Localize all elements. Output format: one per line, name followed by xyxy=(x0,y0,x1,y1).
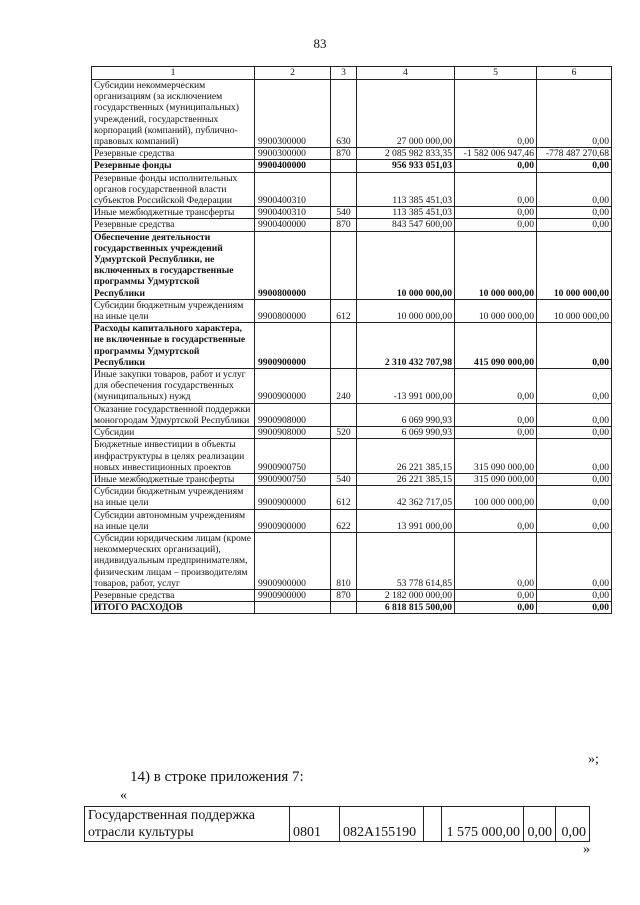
row-name: Субсидии некоммерческим организациям (за исключением государственных (муниципальных) учреждений, государственных корпораций (компаний), публично-правовых компаний) xyxy=(92,80,255,148)
row-name: Резервные средства xyxy=(92,589,255,601)
expense-type-code: 870 xyxy=(331,148,357,160)
column-header: 5 xyxy=(455,67,537,80)
target-code: 9900800000 xyxy=(255,231,331,299)
amount-col4: 113 385 451,03 xyxy=(357,172,455,207)
table-row xyxy=(92,439,612,474)
amount-col5: 0,00 xyxy=(455,207,537,219)
amount-col6: 0,00 xyxy=(537,473,612,485)
target-code: 9900908000 xyxy=(255,403,331,426)
expense-type-code: 540 xyxy=(331,207,357,219)
expenses-table xyxy=(91,66,612,614)
amount-col5: 0,00 xyxy=(455,509,537,532)
amount-col6: 0,00 xyxy=(537,80,612,148)
column-header: 4 xyxy=(357,67,455,80)
expense-type-code: 540 xyxy=(331,473,357,485)
amount-2: 0,00 xyxy=(524,807,556,842)
table-row xyxy=(92,369,612,404)
amount-col4: 843 547 600,00 xyxy=(357,219,455,231)
table-row xyxy=(92,148,612,160)
row-name: Резервные средства xyxy=(92,148,255,160)
amount-col6: 0,00 xyxy=(537,509,612,532)
expense-type-code xyxy=(331,439,357,474)
target-code: 9900900750 xyxy=(255,439,331,474)
amount-col6: 0,00 xyxy=(537,323,612,369)
target-code: 9900800000 xyxy=(255,299,331,322)
amount-col5: 0,00 xyxy=(455,532,537,589)
expense-type-code: 622 xyxy=(331,509,357,532)
table-row xyxy=(92,473,612,485)
target-code: 9900300000 xyxy=(255,80,331,148)
target-code: 9900400310 xyxy=(255,172,331,207)
amount-col5: 0,00 xyxy=(455,602,537,614)
amount-col5: 10 000 000,00 xyxy=(455,299,537,322)
amount-col4: 2 182 000 000,00 xyxy=(357,589,455,601)
column-header: 6 xyxy=(537,67,612,80)
amount-col4: 10 000 000,00 xyxy=(357,231,455,299)
table-row xyxy=(92,207,612,219)
table-row xyxy=(92,323,612,369)
table-row xyxy=(92,589,612,601)
amount-col6: 0,00 xyxy=(537,486,612,509)
amount-col6: 0,00 xyxy=(537,439,612,474)
target-code xyxy=(255,602,331,614)
table-row xyxy=(92,231,612,299)
amount-col5: 415 090 000,00 xyxy=(455,323,537,369)
empty-cell xyxy=(424,807,442,842)
amount-col5: 0,00 xyxy=(455,589,537,601)
target-code: 9900900750 xyxy=(255,473,331,485)
target-code: 9900900000 xyxy=(255,369,331,404)
expense-type-code xyxy=(331,172,357,207)
table-row xyxy=(92,219,612,231)
amount-col6: 0,00 xyxy=(537,403,612,426)
column-header: 2 xyxy=(255,67,331,80)
amount-col5: 10 000 000,00 xyxy=(455,231,537,299)
row-name: Государственная поддержка отрасли культуры xyxy=(85,807,290,842)
table-row xyxy=(85,807,590,842)
target-code: 082А155190 xyxy=(340,807,424,842)
expense-type-code: 870 xyxy=(331,589,357,601)
target-code: 9900400000 xyxy=(255,219,331,231)
row-name: ИТОГО РАСХОДОВ xyxy=(92,602,255,614)
row-name: Резервные фонды исполнительных органов государственной власти субъектов Российской Федерации xyxy=(92,172,255,207)
opening-quote: « xyxy=(120,788,127,803)
target-code: 9900900000 xyxy=(255,323,331,369)
amount-col4: 10 000 000,00 xyxy=(357,299,455,322)
row-name: Субсидии xyxy=(92,427,255,439)
table-row xyxy=(92,160,612,172)
target-code: 9900900000 xyxy=(255,509,331,532)
row-name: Иные межбюджетные трансферты xyxy=(92,207,255,219)
amount-col6: 0,00 xyxy=(537,219,612,231)
amount-col4: 26 221 385,15 xyxy=(357,473,455,485)
amount-col4: 26 221 385,15 xyxy=(357,439,455,474)
page-number: 83 xyxy=(313,36,327,51)
amount-col4: 13 991 000,00 xyxy=(357,509,455,532)
table-row xyxy=(92,299,612,322)
amount-col6: 0,00 xyxy=(537,602,612,614)
amount-col6: 0,00 xyxy=(537,589,612,601)
amount-col5: 0,00 xyxy=(455,219,537,231)
column-header: 3 xyxy=(331,67,357,80)
amount-col5: 315 090 000,00 xyxy=(455,439,537,474)
item-14-heading: 14) в строке приложения 7: xyxy=(130,769,304,785)
target-code: 9900900000 xyxy=(255,532,331,589)
target-code: 9900400000 xyxy=(255,160,331,172)
row-name: Субсидии бюджетным учреждениям на иные цели xyxy=(92,299,255,322)
amount-3: 0,00 xyxy=(556,807,590,842)
table-row xyxy=(92,403,612,426)
target-code: 9900900000 xyxy=(255,486,331,509)
row-name: Иные межбюджетные трансферты xyxy=(92,473,255,485)
column-header: 1 xyxy=(92,67,255,80)
amount-col4: 42 362 717,05 xyxy=(357,486,455,509)
amount-col4: -13 991 000,00 xyxy=(357,369,455,404)
amount-col6: -778 487 270,68 xyxy=(537,148,612,160)
table-row xyxy=(92,172,612,207)
amount-1: 1 575 000,00 xyxy=(442,807,524,842)
amount-col4: 27 000 000,00 xyxy=(357,80,455,148)
expense-type-code: 870 xyxy=(331,219,357,231)
amount-col5: 0,00 xyxy=(455,172,537,207)
table-row xyxy=(92,509,612,532)
row-name: Расходы капитального характера, не включенные в государственные программы Удмуртской Республики xyxy=(92,323,255,369)
amount-col4: 2 310 432 707,98 xyxy=(357,323,455,369)
amount-col6: 10 000 000,00 xyxy=(537,299,612,322)
row-name: Оказание государственной поддержки моногородам Удмуртской Республики xyxy=(92,403,255,426)
row-name: Иные закупки товаров, работ и услуг для обеспечения государственных (муниципальных) нужд xyxy=(92,369,255,404)
amount-col6: 0,00 xyxy=(537,427,612,439)
amount-col4: 6 069 990,93 xyxy=(357,427,455,439)
amount-col6: 0,00 xyxy=(537,172,612,207)
expense-type-code: 612 xyxy=(331,486,357,509)
closing-quote-2: » xyxy=(583,842,590,857)
expense-type-code: 520 xyxy=(331,427,357,439)
closing-quote: »; xyxy=(588,752,599,767)
table-header-row xyxy=(92,67,612,80)
table-body xyxy=(92,80,612,614)
amount-col5: 0,00 xyxy=(455,427,537,439)
amount-col6: 0,00 xyxy=(537,369,612,404)
expense-type-code xyxy=(331,323,357,369)
amount-col5: 0,00 xyxy=(455,160,537,172)
expense-type-code xyxy=(331,160,357,172)
row-name: Обеспечение деятельности государственных учреждений Удмуртской Республики, не включенных в государственные программы Удмуртской Республики xyxy=(92,231,255,299)
expense-type-code: 612 xyxy=(331,299,357,322)
section-code: 0801 xyxy=(290,807,340,842)
expense-type-code xyxy=(331,602,357,614)
table-row xyxy=(92,532,612,589)
amount-col5: 100 000 000,00 xyxy=(455,486,537,509)
table-row xyxy=(92,602,612,614)
target-code: 9900400310 xyxy=(255,207,331,219)
amount-col5: 0,00 xyxy=(455,80,537,148)
amount-col4: 113 385 451,03 xyxy=(357,207,455,219)
amount-col5: 0,00 xyxy=(455,369,537,404)
amount-col4: 53 778 614,85 xyxy=(357,532,455,589)
amount-col4: 956 933 051,03 xyxy=(357,160,455,172)
row-name: Субсидии бюджетным учреждениям на иные цели xyxy=(92,486,255,509)
expense-type-code xyxy=(331,403,357,426)
amount-col5: 0,00 xyxy=(455,403,537,426)
amount-col6: 10 000 000,00 xyxy=(537,231,612,299)
row-name: Резервные фонды xyxy=(92,160,255,172)
row-name: Субсидии автономным учреждениям на иные цели xyxy=(92,509,255,532)
table-row xyxy=(92,427,612,439)
expense-type-code xyxy=(331,231,357,299)
amount-col6: 0,00 xyxy=(537,207,612,219)
target-code: 9900908000 xyxy=(255,427,331,439)
amount-col5: 315 090 000,00 xyxy=(455,473,537,485)
expense-type-code: 240 xyxy=(331,369,357,404)
expense-type-code: 630 xyxy=(331,80,357,148)
target-code: 9900300000 xyxy=(255,148,331,160)
amount-col5: -1 582 006 947,46 xyxy=(455,148,537,160)
amount-col4: 2 085 982 833,35 xyxy=(357,148,455,160)
expense-type-code: 810 xyxy=(331,532,357,589)
appendix-7-row-table xyxy=(84,806,590,842)
amount-col6: 0,00 xyxy=(537,532,612,589)
table-row xyxy=(92,486,612,509)
amount-col4: 6 069 990,93 xyxy=(357,403,455,426)
amount-col4: 6 818 815 500,00 xyxy=(357,602,455,614)
target-code: 9900900000 xyxy=(255,589,331,601)
amount-col6: 0,00 xyxy=(537,160,612,172)
row-name: Субсидии юридическим лицам (кроме некоммерческих организаций), индивидуальным предпринимателям, физическим лицам – производителям товаров, работ, услуг xyxy=(92,532,255,589)
row-name: Бюджетные инвестиции в объекты инфраструктуры в целях реализации новых инвестиционных проектов xyxy=(92,439,255,474)
table-row xyxy=(92,80,612,148)
row-name: Резервные средства xyxy=(92,219,255,231)
